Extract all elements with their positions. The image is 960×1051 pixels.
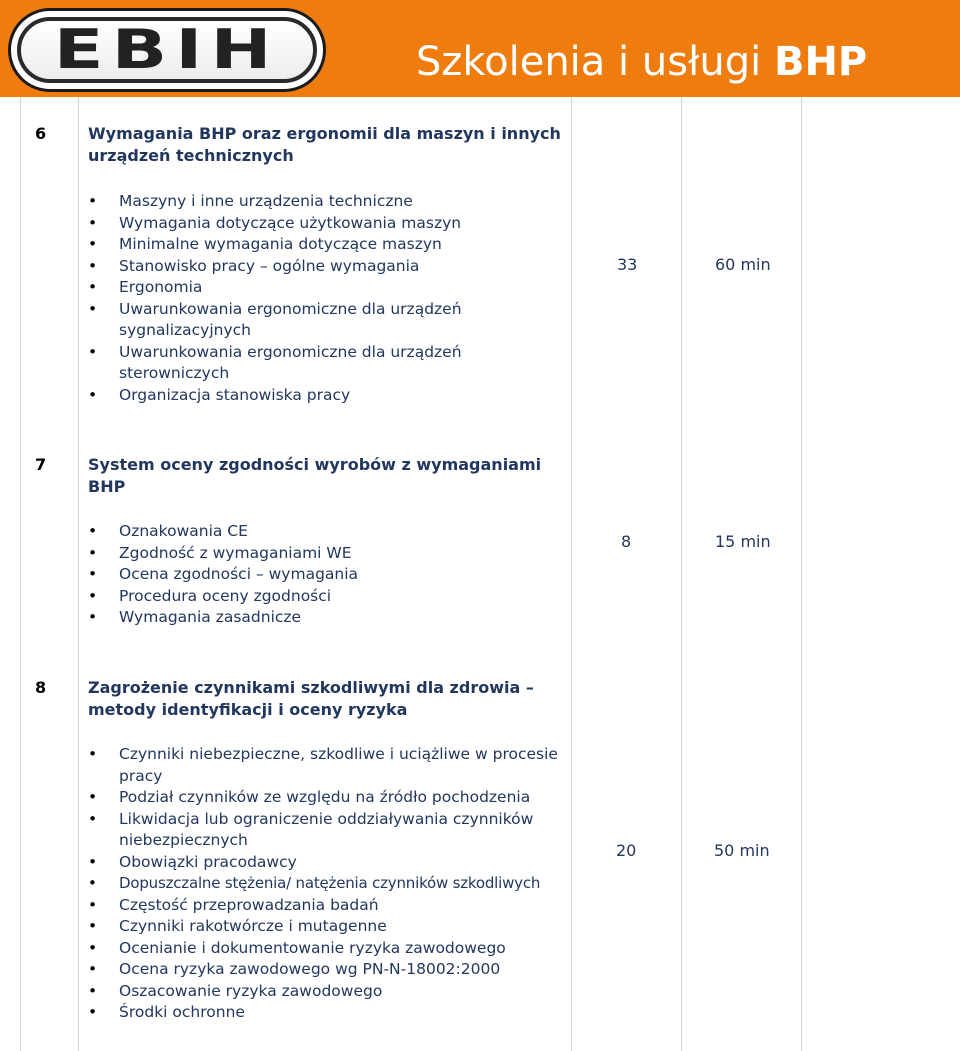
list-item: • Obowiązki pracodawcy — [88, 852, 568, 874]
row-items — [88, 521, 568, 629]
row-number: 8 — [35, 678, 47, 697]
list-item: • Procedura oceny zgodności — [88, 586, 568, 608]
tagline-plain: Szkolenia i usługi — [416, 39, 774, 85]
list-item: • Stanowisko pracy – ogólne wymagania — [88, 256, 568, 278]
row-count: 8 — [621, 532, 632, 551]
row-title: Zagrożenie czynnikami szkodliwymi dla zdrowia – metody identyfikacji i oceny ryzyka — [88, 678, 534, 719]
list-item: • Maszyny i inne urządzenia techniczne — [88, 191, 568, 213]
list-item: • Wymagania zasadnicze — [88, 607, 568, 629]
row-duration: 60 min — [715, 255, 771, 274]
list-item: • Oszacowanie ryzyka zawodowego — [88, 981, 568, 1003]
header-banner — [0, 0, 960, 97]
list-item: • Środki ochronne — [88, 1002, 568, 1024]
row-count: 33 — [617, 255, 638, 274]
row-number: 7 — [35, 455, 47, 474]
list-item: • Ocenianie i dokumentowanie ryzyka zawodowego — [88, 938, 568, 960]
list-item: • Ergonomia — [88, 277, 568, 299]
table-col-divider-3 — [681, 97, 682, 1051]
row-duration: 50 min — [714, 841, 770, 860]
list-item: • Ocena zgodności – wymagania — [88, 564, 568, 586]
list-item: • Uwarunkowania ergonomiczne dla urządzeń sygnalizacyjnych — [88, 299, 464, 342]
logo-text: EBIH — [54, 18, 280, 81]
list-item: • Organizacja stanowiska pracy — [88, 385, 568, 407]
row-duration: 15 min — [715, 532, 771, 551]
header-tagline — [416, 39, 868, 85]
table-col-divider-4 — [801, 97, 802, 1051]
list-item: • Dopuszczalne stężenia/ natężenia czynników szkodliwych — [88, 873, 568, 895]
row-count: 20 — [616, 841, 637, 860]
tagline-bold: BHP — [773, 39, 868, 85]
list-item: • Zgodność z wymaganiami WE — [88, 543, 568, 565]
row-items — [88, 744, 568, 1024]
list-item: • Podział czynników ze względu na źródło pochodzenia — [88, 787, 568, 809]
logo-badge — [17, 17, 317, 83]
ebih-logo — [8, 8, 326, 92]
list-item: • Likwidacja lub ograniczenie oddziaływania czynników niebezpiecznych — [88, 809, 559, 852]
table-col-divider-1 — [78, 97, 79, 1051]
list-item: • Minimalne wymagania dotyczące maszyn — [88, 234, 568, 256]
row-number: 6 — [35, 124, 47, 143]
row-items — [88, 191, 568, 406]
list-item: • Oznakowania CE — [88, 521, 568, 543]
table-col-divider-2 — [571, 97, 572, 1051]
row-title: System oceny zgodności wyrobów z wymaganiami BHP — [88, 455, 542, 496]
list-item: • Częstość przeprowadzania badań — [88, 895, 568, 917]
list-item: • Czynniki niebezpieczne, szkodliwe i uciążliwe w procesie pracy — [88, 744, 559, 787]
list-item: • Uwarunkowania ergonomiczne dla urządzeń sterowniczych — [88, 342, 464, 385]
row-title: Wymagania BHP oraz ergonomii dla maszyn i innych urządzeń technicznych — [88, 124, 561, 165]
table-border-left — [20, 97, 21, 1051]
list-item: • Czynniki rakotwórcze i mutagenne — [88, 916, 568, 938]
list-item: • Wymagania dotyczące użytkowania maszyn — [88, 213, 568, 235]
list-item: • Ocena ryzyka zawodowego wg PN-N-18002:2000 — [88, 959, 568, 981]
